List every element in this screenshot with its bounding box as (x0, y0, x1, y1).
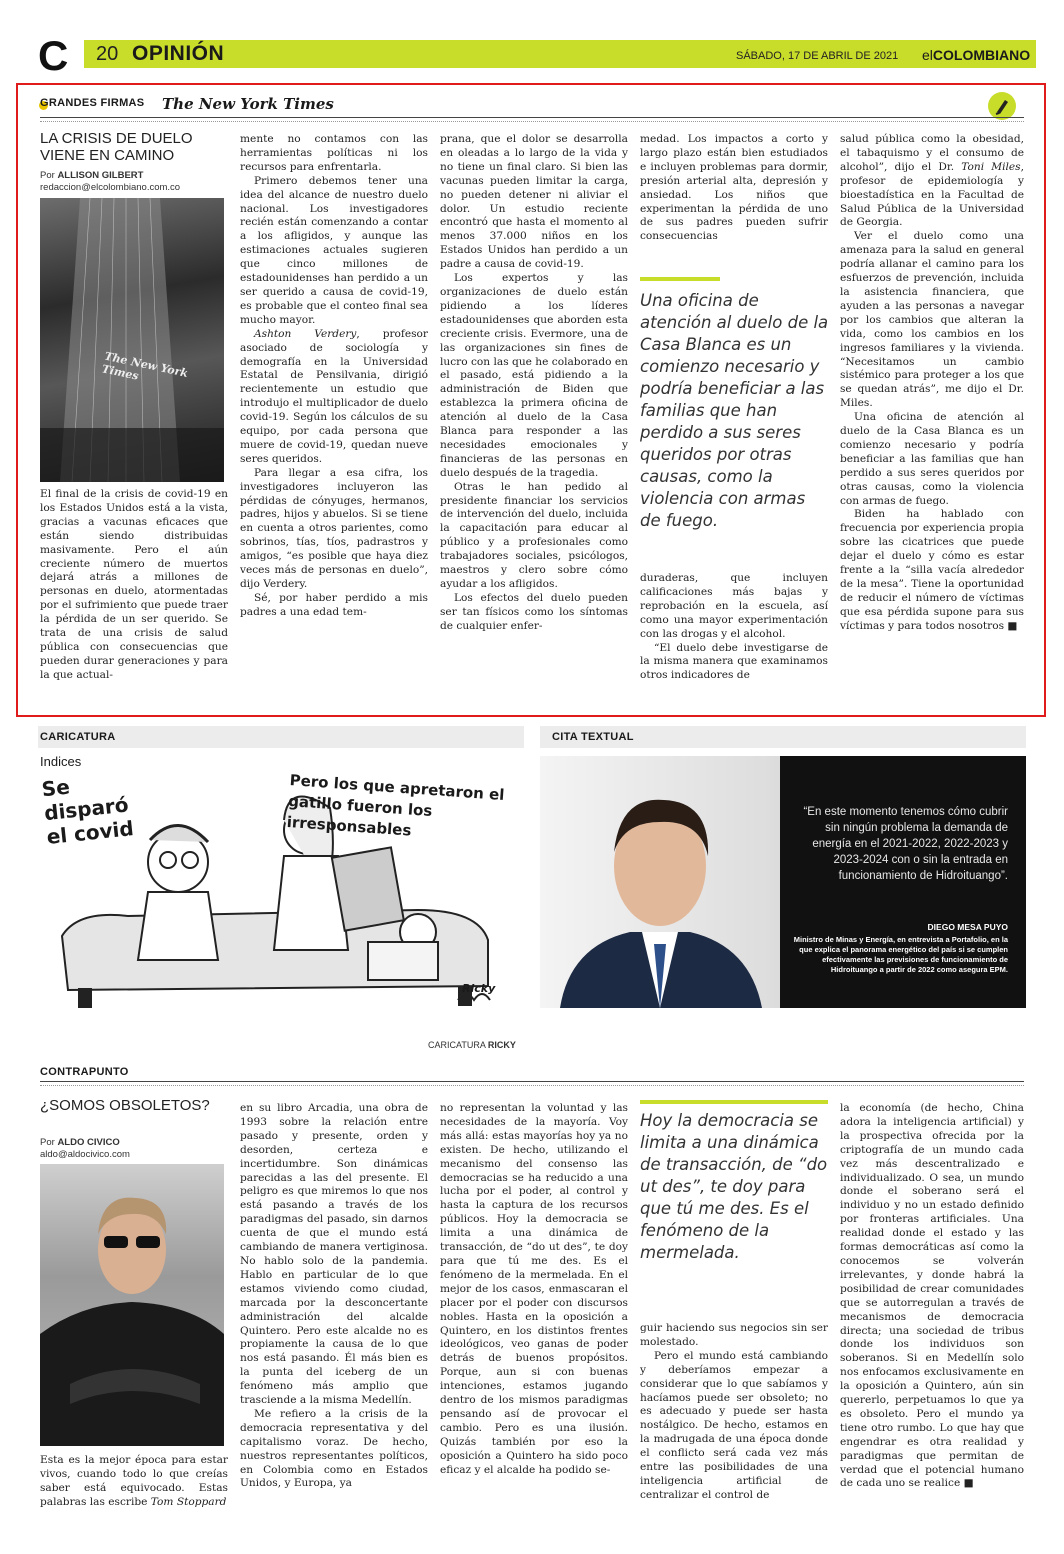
article-column-1: El final de la crisis de covid-19 en los Estados Unidos está a la vista, gracias a vacunas eficaces que están siendo distribuidas masivamente. Pero el aún creciente número de muertos dejará atrás a millones de personas en duelo, atormentadas por el sufrimiento que puede traer la pérdida de un ser querido. Se trata de una crisis de salud pública con consecuencias que pueden durar generaciones y para la que actual- (40, 488, 228, 681)
kicker-cita-textual: CITA TEXTUAL (552, 731, 634, 743)
quote-accent (640, 277, 720, 281)
article2-column-1: Esta es la mejor época para estar vivos, cuando todo lo que creías saber está equivocado. Estas palabras las escribe Tom Stoppard (40, 1454, 228, 1508)
cartoon-label: Indices (40, 754, 82, 769)
logo-c: C (38, 36, 78, 76)
cartoon-credit: CARICATURA RICKY (428, 1040, 516, 1050)
nyt-masthead: The New York Times (162, 95, 334, 113)
kicker-grandes-firmas: GRANDES FIRMAS (40, 97, 145, 109)
article-headline: LA CRISIS DE DUELO VIENE EN CAMINO (40, 130, 193, 164)
article-column-4-top: medad. Los impactos a corto y largo plazo están bien estudiados e incluyen problemas para dormir, presión arterial alta, depresión y ansiedad. Los niños que experimentan la pérdida de uno de sus padres pueden sufrir consecuencias (640, 133, 828, 243)
cita-quote: “En este momento tenemos cómo cubrir sin ningún problema la demanda de energía en el 2021-2022, 2022-2023 y 2023-2024 con o sin la entrada en funcionamiento de Hidroituango”. (803, 806, 1008, 882)
byline: Por ALLISON GILBERT redaccion@elcolombiano.com.co (40, 170, 181, 193)
divider-dotted (40, 1085, 1024, 1086)
article-column-3: prana, que el dolor se desarrolla en oleadas a lo largo de la vida y no tiene un final claro. Si bien las vacunas pueden limitar la carga, no pueden detener ni aliviar el dolor. Un estudio reciente encontró que hasta el momento al menos 37.000 niños en los Estados Unidos han perdido a un padre a causa de covid-19. Los expertos y las organizaciones de duelo están pidiendo a los líderes estadounidenses que aborden esta creciente crisis. Evermore, una de las organizaciones sin fines de lucro con las que he colaborado en el pasado, está pidiendo a la administración de Biden que establezca la primera oficina de atención al duelo de la Casa Blanca para responder a las necesidades emocionales y financieras de las personas en duelo después de la tragedia. Otras le han pedido al presidente financiar los servicios de intervención del duelo, incluida la capacitación para educar al público y a profesionales como trabajadores sociales, psicólogos, maestros y clero sobre cómo ayudar a los afligidos. Los efectos del duelo pueden ser tan físicos como los síntomas de cualquier enfer- (440, 133, 628, 632)
pen-nib-icon (988, 92, 1016, 120)
article2-headline: ¿SOMOS OBSOLETOS? (40, 1097, 210, 1114)
article2-byline: Por ALDO CIVICO aldo@aldocivico.com (40, 1137, 130, 1160)
cartoon-signature: Ricky (462, 982, 496, 995)
divider-dotted (40, 121, 1024, 122)
kicker-contrapunto: CONTRAPUNTO (40, 1066, 129, 1078)
cita-description: Ministro de Minas y Energía, en entrevista a Portafolio, en la que explica el panorama energético del país si se cumplen efectivamente las previsiones de funcionamiento de Hidroituango a partir de 2022 como asegura EPM. (793, 935, 1008, 974)
section-title: OPINIÓN (132, 42, 225, 65)
quote-accent (640, 1100, 828, 1104)
portrait-photo (540, 756, 780, 1008)
article2-pull-quote: Hoy la democracia se limita a una dinámica de transacción, de “do ut des”, te doy para que tú me des. Es el fenómeno de la mermelada. (640, 1111, 828, 1262)
date: SÁBADO, 17 DE ABRIL DE 2021 (736, 50, 899, 62)
cita-name: DIEGO MESA PUYO (927, 922, 1008, 932)
article-column-2: mente no contamos con las herramientas políticas ni los recursos para enfrentarla. Primero debemos tener una idea del alcance de nuestro duelo nacional. Los investigadores recién están comenzando a contar a los afligidos, y aunque las estimaciones actuales sugieren que cinco millones de estadounidenses han perdido a un ser querido a causa de covid-19, es probable que el conteo final sea mucho mayor. Ashton Verdery, profesor asociado de sociología y demografía en la Universidad Estatal de Pensilvania, dirigió recientemente un estudio que introdujo el multiplicador de duelo covid-19. Según los cálculos de su equipo, por cada persona que muere de covid-19, quedan nueve seres queridos. Para llegar a esa cifra, los investigadores incluyeron las pérdidas de cónyuges, hermanos, padres, hijos y abuelos. Si se tiene en cuenta a otros parientes, como sobrinos, tías, tíos, padrastros y amigos, “es posible que haya diez veces más de personas en duelo”, dijo Verdery. Sé, por haber perdido a mis padres a una edad tem- (240, 133, 428, 618)
article-column-5: salud pública como la obesidad, el tabaquismo y el consumo de alcohol”, dijo el Dr. Toni Miles, profesor de epidemiología y bioestadística en la Facultad de Salud Pública de la Universidad de Georgia. Ver el duelo como una amenaza para la salud en general podría allanar el camino para los esfuerzos de prevención, incluida la asistencia financiera, que ayuden a las personas a navegar por los cambios que alteran la vida, como los cambios en los ingresos familiares y la vivienda. “Necesitamos un cambio sistémico para proteger a los que se quedan atrás”, me dijo el Dr. Miles. Una oficina de atención al duelo de la Casa Blanca es un comienzo necesario y podría beneficiar a las familias que han perdido a sus seres queridos por otras causas, como la violencia con armas de fuego. Biden ha hablado con frecuencia por experiencia propia sobre las cicatrices que puede dejar el duelo y cómo es estar frente a la “silla vacía alrededor de la mesa”. Tiene la oportunidad de reducir el número de víctimas que esa pérdida supone para sus víctimas y para todos nosotros ■ (840, 133, 1024, 632)
article2-column-3: no representan la voluntad y las necesidades de la mayoría. Voy más allá: estas mayorías hoy ya no existen. De hecho, utilizando el mecanismo del consenso las democracias se ha reducido a una lucha por el poder, al control y hasta la captura de los recursos públicos. Hoy la democracia se limita a una dinámica de transacción, de “do ut des”, te doy para que tú me des. Es el fenómeno de la mermelada. En el mejor de los casos, enmascaran el placer por el poder con discursos nobles. Hasta en la oposición a Quintero, en los distintos frentes ideológicos, veo ganas de poder detrás de buenos propósitos. Porque, aun si con buenas intenciones, estamos jugando dentro de los mismos paradigmas pensando así de provocar el cambio. Pero es una ilusión. Quizás también por eso la oposición a Quintero ha sido poco eficaz y el alcalde ha podido se- (440, 1102, 628, 1476)
divider (40, 1081, 1024, 1082)
page-number: 20 (96, 43, 119, 65)
article2-column-5: la economía (de hecho, China adora la inteligencia artificial) y la prospectiva ofrecida por la criptografía de un mundo cada vez más descentralizado e individualizado. O sea, un mundo donde el soberano será el individuo y no un estado definido por fronteras artificiales. Una realidad donde el estado y las formas democráticas así como la conocemos se volverán irrelevantes, y donde habrá la posibilidad de crear comunidades que se autorregulan a través de mecanismos de democracia directa; una sociedad de tribus donde los individuos son soberanos. Si en Medellín solo nos enfocamos exclusivamente en la oposición a Quintero, aún sin quererlo, perpetuamos lo que ya es obsoleto. Pero el mundo ya tiene otro rumbo. Lo que hay que engendrar es otra realidad y paradigmas que permitan de verdad que el potencial humano de cada uno se realice ■ (840, 1102, 1024, 1490)
author-photo (40, 1164, 224, 1446)
article2-column-4: guir haciendo sus negocios sin ser molestado. Pero el mundo está cambiando y deberíamos empezar a considerar que lo que sabíamos y hacíamos puede ser obsoleto; no es adecuado y puede ser hasta nostálgico. De hecho, estamos en la madrugada de una época donde el conflicto será cada vez más entre las posibilidades de una inteligencia artificial de centralizar el control de (640, 1322, 828, 1501)
cartoon-illustration (38, 760, 524, 1032)
pull-quote: Una oficina de atención al duelo de la Casa Blanca es un comienzo necesario y podría beneficiar a las familias que han perdido a sus seres queridos por otras causas, como la violencia con armas de fuego. (640, 291, 829, 530)
photo-watermark: The New York Times (100, 349, 190, 383)
speech-bubble-left: Se disparó el covid (40, 774, 135, 850)
article2-column-2: en su libro Arcadia, una obra de 1993 sobre la relación entre pasado y presente, orden y desorden, certeza e incertidumbre. Son dinámicas parecidas a las del presente. El peligro es que miremos lo que nos está pasando a través de los paradigmas del pasado, sin darnos cuenta de que el mundo está cambiando de manera vertiginosa. No hablo solo de la pandemia. Hablo en particular de lo que estamos viviendo como ciudad, marcada por la desconcertante administración del alcalde Quintero. Pero este alcalde no es propiamente la causa de lo que nos está pasando. Él más bien es la punta del iceberg de un fenómeno más amplio que trasciende a la misma Medellín. Me refiero a la crisis de la democracia representativa y del capitalismo voraz. De hecho, nuestros representantes políticos, en Colombia como en Estados Unidos, y Europa, ya (240, 1102, 428, 1490)
kicker-caricatura: CARICATURA (40, 731, 116, 743)
article-column-4-bottom: duraderas, que incluyen calificaciones más bajas y reprobación en la escuela, así como una mayor experimentación con las drogas y el alcohol. “El duelo debe investigarse de la misma manera que examinamos otros indicadores de (640, 572, 828, 682)
nyt-building-photo (40, 198, 224, 482)
speech-bubble-right: Pero los que apretaron el gatillo fueron los irresponsables (286, 771, 506, 840)
brand-logo: elCOLOMBIANO (922, 47, 1031, 63)
divider (40, 117, 1024, 118)
